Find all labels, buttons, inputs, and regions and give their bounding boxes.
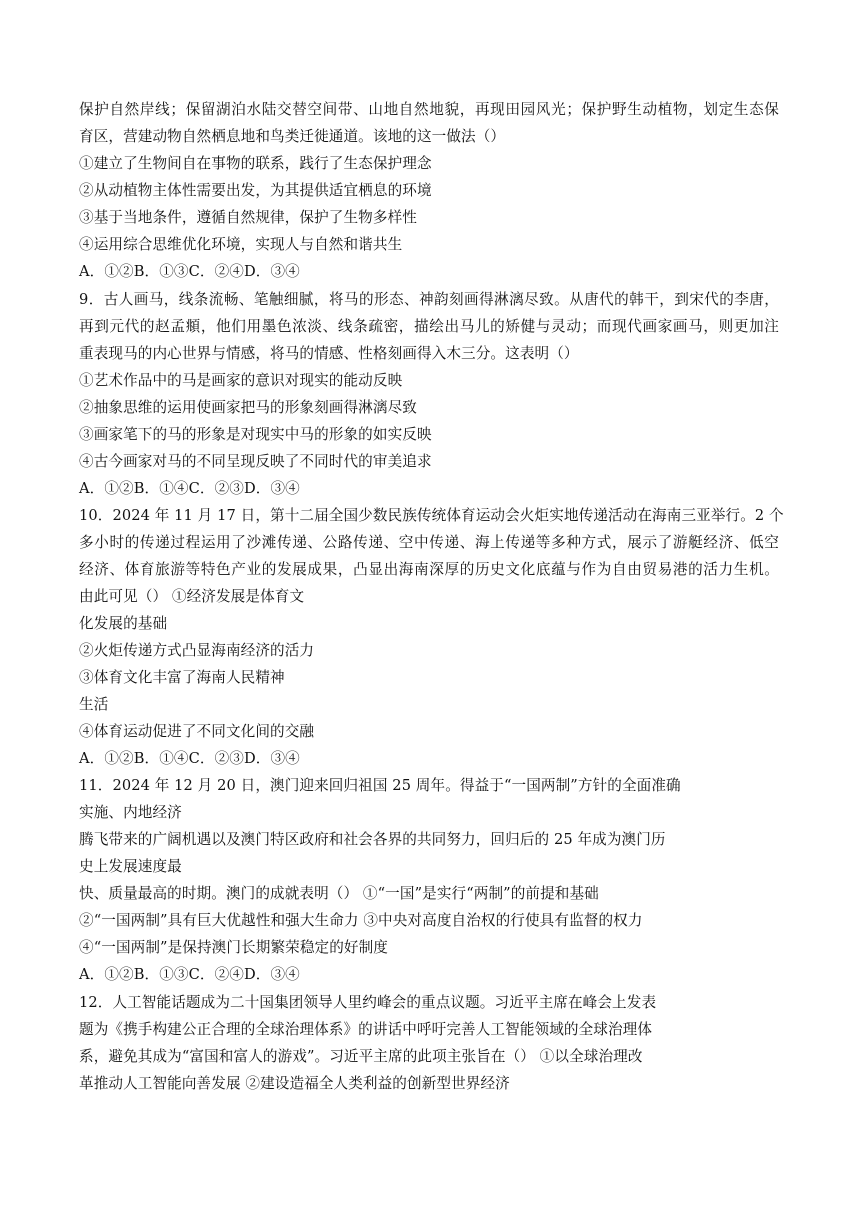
text-line: 实施、内地经济 bbox=[79, 804, 182, 821]
answer-choices: A．①②B．①④C．②③D．③④ bbox=[79, 750, 300, 767]
text-line: 保护自然岸线；保留湖泊水陆交替空间带、山地自然地貌，再现田园风光；保护野生动植物，划定生态保 bbox=[79, 101, 779, 118]
option-line: ②抽象思维的运用使画家把马的形象刻画得淋漓尽致 bbox=[79, 399, 417, 416]
text-line: 史上发展速度最 bbox=[79, 858, 182, 875]
text-line: 生活 bbox=[79, 696, 109, 713]
option-line: ④古今画家对马的不同呈现反映了不同时代的审美追求 bbox=[79, 453, 432, 470]
answer-choices: A．①②B．①④C．②③D．③④ bbox=[79, 480, 300, 497]
option-line: ①艺术作品中的马是画家的意识对现实的能动反映 bbox=[79, 372, 403, 389]
text-line: 经济、体育旅游等特色产业的发展成果，凸显出海南深厚的历史文化底蕴与作为自由贸易港的活力生机。 bbox=[79, 561, 779, 578]
question-11-text: 11．2024 年 12 月 20 日，澳门迎来回归祖国 25 周年。得益于“一国两制”方针的全面准确 bbox=[79, 777, 681, 794]
option-line: ③画家笔下的马的形象是对现实中马的形象的如实反映 bbox=[79, 426, 432, 443]
text-line: 快、质量最高的时期。澳门的成就表明（） ①“一国”是实行“两制”的前提和基础 bbox=[79, 885, 599, 902]
text-line: 多小时的传递过程运用了沙滩传递、公路传递、空中传递、海上传递等多种方式，展示了游艇经济、低空 bbox=[79, 534, 779, 551]
answer-choices: A．①②B．①③C．②④D．③④ bbox=[79, 263, 300, 280]
text-line: 由此可见（） ①经济发展是体育文 bbox=[79, 588, 305, 605]
option-line: ④运用综合思维优化环境，实现人与自然和谐共生 bbox=[79, 236, 403, 253]
text-line: 系，避免其成为“富国和富人的游戏”。习近平主席的此项主张旨在（） ①以全球治理改 bbox=[79, 1048, 643, 1065]
option-line: ④“一国两制”是保持澳门长期繁荣稳定的好制度 bbox=[79, 939, 388, 956]
text-line: 再到元代的赵孟頫，他们用墨色浓淡、线条疏密，描绘出马儿的矫健与灵动；而现代画家画马，则更加注 bbox=[79, 318, 779, 335]
question-12-text: 12．人工智能话题成为二十国集团领导人里约峰会的重点议题。习近平主席在峰会上发表 bbox=[79, 994, 657, 1011]
option-line: 革推动人工智能向善发展 ②建设造福全人类利益的创新型世界经济 bbox=[79, 1075, 510, 1092]
option-line: ①建立了生物间自在事物的联系，践行了生态保护理念 bbox=[79, 155, 432, 172]
option-line: ②从动植物主体性需要出发，为其提供适宜栖息的环境 bbox=[79, 182, 432, 199]
question-10-text: 10．2024 年 11 月 17 日，第十二届全国少数民族传统体育运动会火炬实地传递活动在海南三亚举行。2 个 bbox=[79, 507, 784, 524]
text-line: 育区，营建动物自然栖息地和鸟类迁徙通道。该地的这一做法（） bbox=[79, 128, 506, 145]
option-line: ③体育文化丰富了海南人民精神 bbox=[79, 669, 285, 686]
text-line: 腾飞带来的广阔机遇以及澳门特区政府和社会各界的共同努力，回归后的 25 年成为澳门历 bbox=[79, 831, 666, 848]
option-line: ④体育运动促进了不同文化间的交融 bbox=[79, 723, 315, 740]
option-line: ②火炬传递方式凸显海南经济的活力 bbox=[79, 642, 315, 659]
text-line: 化发展的基础 bbox=[79, 615, 168, 632]
option-line: ②“一国两制”具有巨大优越性和强大生命力 ③中央对高度自治权的行使具有监督的权力 bbox=[79, 912, 643, 929]
text-line: 题为《携手构建公正合理的全球治理体系》的讲话中呼吁完善人工智能领域的全球治理体 bbox=[79, 1021, 653, 1038]
question-9-text: 9．古人画马，线条流畅、笔触细腻，将马的形态、神韵刻画得淋漓尽致。从唐代的韩干，到宋代的李唐， bbox=[79, 291, 779, 308]
option-line: ③基于当地条件，遵循自然规律，保护了生物多样性 bbox=[79, 209, 417, 226]
text-line: 重表现马的内心世界与情感，将马的情感、性格刻画得入木三分。这表明（） bbox=[79, 345, 579, 362]
answer-choices: A．①②B．①③C．②④D．③④ bbox=[79, 966, 300, 983]
